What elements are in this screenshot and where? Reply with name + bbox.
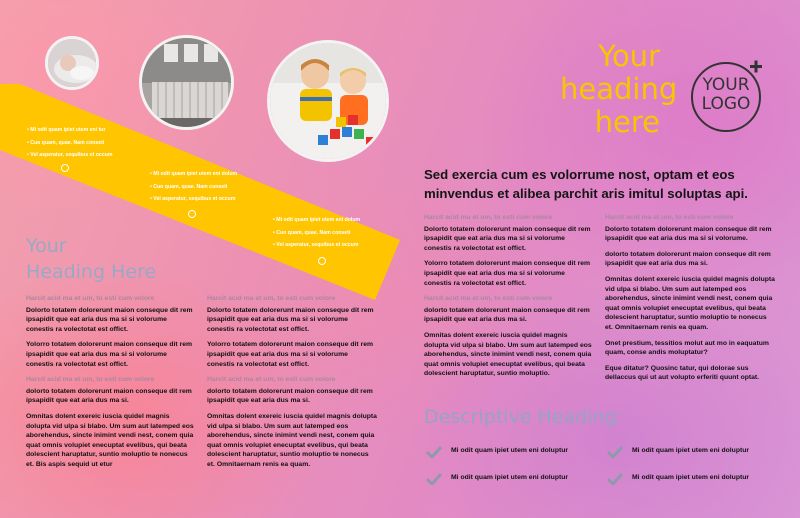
column-paragraph: dolorto totatem dolorerunt maion conseque dit rem ipsapidit que eat aria dus ma si. [26, 387, 192, 405]
bullet-group-2 [150, 168, 237, 206]
column-paragraph: Dolorto totatem dolorerunt maion conseque dit rem ipsapidit que eat aria dus ma si si volorume. [605, 225, 772, 243]
column-paragraph: Omnitas dolent exereic iuscia quidel magnis dolupta vid ulpa si blabo. Um sum aut latemped eos aborehendus, sincte inimint vendi nest, conem quia quat omnis volupiet enecuptat evelibus, qui beata dolescient haruptatur, suntio moluptio te nonecus et. Omnitaernam renis ea quam. [605, 275, 775, 331]
checklist-item: Mi odit quam ipiet utem eni doluptur [632, 447, 750, 454]
column-subheading: Harcit acid ma et um, to esti cum volore [26, 295, 155, 302]
bullet-item: • Cuo quam, quae. Nam conseti [27, 139, 105, 146]
bullet-item: • Cuo quam, quae. Nam conseti [150, 183, 228, 190]
lead-paragraph: Sed exercia cum es volorrume nost, optam et eos minvendus et alibea parchit aris imitul soluptas api. [424, 167, 748, 201]
column-paragraph: Yolorro totatem dolorerunt maion conseque dit rem ipsapidit que eat aria dus ma si si volorume conestis ra volectotat est offict. [26, 341, 193, 368]
descriptive-heading: Descriptive Heading: [424, 406, 623, 428]
column-paragraph: Omnitas dolent exereic iuscia quidel magnis dolupta vid ulpa si blabo. Um sum aut latemped eos aborehendus, sincte inimint vendi nest, conem quia quat omnis volupiet enecuptat evelibus, qui beata dolescient haruptatur, suntio moluptio te nonecus et. Bis aspis sequid ut etur [26, 412, 194, 468]
column-subheading: Harcit acid ma et um, to esti cum volore [424, 295, 553, 303]
bullet-item: • Mi odit quam ipiet utem eni dolum [150, 171, 238, 177]
bullet-item: • Cuo quam, quae. Nam conseti [273, 229, 351, 236]
ring-icon [318, 257, 326, 265]
bullet-item: • Mi odit quam ipiet utem eni tur [27, 127, 106, 133]
checkmark-icon [426, 472, 442, 485]
baby-photo [45, 36, 99, 90]
ring-icon [61, 164, 69, 172]
column-paragraph: Omnitas dolent exereic iuscia quidel magnis dolupta vid ulpa si blabo. Um sum aut latemped eos aborehendus, sincte inimint vendi nest, conem quia quat omnis volupiet enecuptat evelibus, qui beata dolescient haruptatur, suntio moluptio te nonecus et. Omnitaernam renis ea quam. [207, 412, 377, 468]
column-paragraph: Yolorro totatem dolorerunt maion conseque dit rem ipsapidit que eat aria dus ma si si volorume conestis ra volectotat est offict. [207, 341, 374, 368]
bullet-group-3 [273, 214, 360, 252]
bullet-item: • Vel asperatur, sequibus et occum [150, 196, 236, 203]
bullet-item: • Mi odit quam ipiet utem eni dolum [273, 217, 361, 223]
logo-line1: YOUR [702, 75, 750, 95]
left-heading-line1: Your [26, 235, 67, 257]
checklist-item: Mi odit quam ipiet utem eni doluptur [632, 474, 750, 481]
column-paragraph: dolorto totatem dolorerunt maion conseque dit rem ipsapidit que eat aria dus ma si. [424, 306, 590, 324]
text-column-3 [424, 213, 592, 385]
column-subheading: Harcit acid ma et um, to esti cum volore [605, 214, 734, 221]
right-heading-line2: heading [560, 72, 678, 106]
checklist-item: Mi odit quam ipiet utem eni doluptur [451, 474, 569, 481]
bullet-item: • Vel asperatur, sequibus et occum [273, 242, 359, 249]
checkmark-icon [607, 445, 623, 458]
right-heading-line3: here [594, 105, 660, 139]
column-paragraph: Omnitas dolent exereic iuscia quidel magnis dolupta vid ulpa si blabo. Um sum aut latemped eos aborehendus, sincte inimint vendi nest, conem quia quat omnis volupiet enecuptat evelibus, qui beata dolescient haruptatur, suntio moluptio. [424, 331, 592, 378]
column-paragraph: Yolorro totatem dolorerunt maion conseque dit rem ipsapidit que eat aria dus ma si si volorume conestis ra volectotat est offict. [424, 260, 591, 287]
column-paragraph: Dolorto totatem dolorerunt maion conseque dit rem ipsapidit que eat aria dus ma si si volorume conestis ra volectotat est offict. [26, 306, 193, 333]
column-paragraph: Onet prestium, tessitios molut aut mo in eaquatum quam, conse andis moluptatur? [605, 339, 769, 357]
column-subheading: Harcit acid ma et um, to esti cum volore [424, 214, 553, 221]
kids-playing-photo [267, 40, 389, 162]
logo-text [688, 76, 764, 114]
checkmark-icon [607, 472, 623, 485]
column-paragraph: Eque ditatur? Quosinc tatur, qui dolorae sus dellaccus qui ut aut volupto erferiti quunt optat. [605, 364, 760, 382]
column-subheading: Harcit acid ma et um, to esti cum volore [207, 295, 336, 302]
column-subheading: Harcit acid ma et um, to esti cum volore [207, 376, 336, 384]
left-heading-line2: Heading Here [26, 261, 157, 283]
ring-icon [188, 210, 196, 218]
logo [688, 59, 768, 135]
right-heading [560, 39, 678, 139]
column-paragraph: Dolorto totatem dolorerunt maion conseque dit rem ipsapidit que eat aria dus ma si si volorume conestis ra volectotat est offict. [207, 306, 374, 333]
checklist-item: Mi odit quam ipiet utem eni doluptur [451, 447, 569, 454]
bullet-group-1 [27, 124, 112, 162]
column-subheading: Harcit acid ma et um, to esti cum volore [26, 376, 155, 384]
right-heading-line1: Your [598, 39, 660, 73]
column-paragraph: dolorto totatem dolorerunt maion conseque dit rem ipsapidit que eat aria dus ma si. [605, 250, 771, 268]
text-column-4 [605, 213, 775, 389]
crib-photo [139, 35, 234, 130]
bullet-item: • Vel asperatur, sequibus et occum [27, 152, 113, 159]
logo-line2: LOGO [701, 94, 751, 114]
left-heading [26, 233, 156, 285]
checkmark-icon [426, 445, 442, 458]
column-paragraph: Dolorto totatem dolorerunt maion conseque dit rem ipsapidit que eat aria dus ma si si volorume conestis ra volectotat est offict. [424, 225, 591, 252]
text-column-1 [26, 294, 194, 476]
column-paragraph: dolorto totatem dolorerunt maion conseque dit rem ipsapidit que eat aria dus ma si. [207, 387, 373, 405]
text-column-2 [207, 294, 377, 476]
